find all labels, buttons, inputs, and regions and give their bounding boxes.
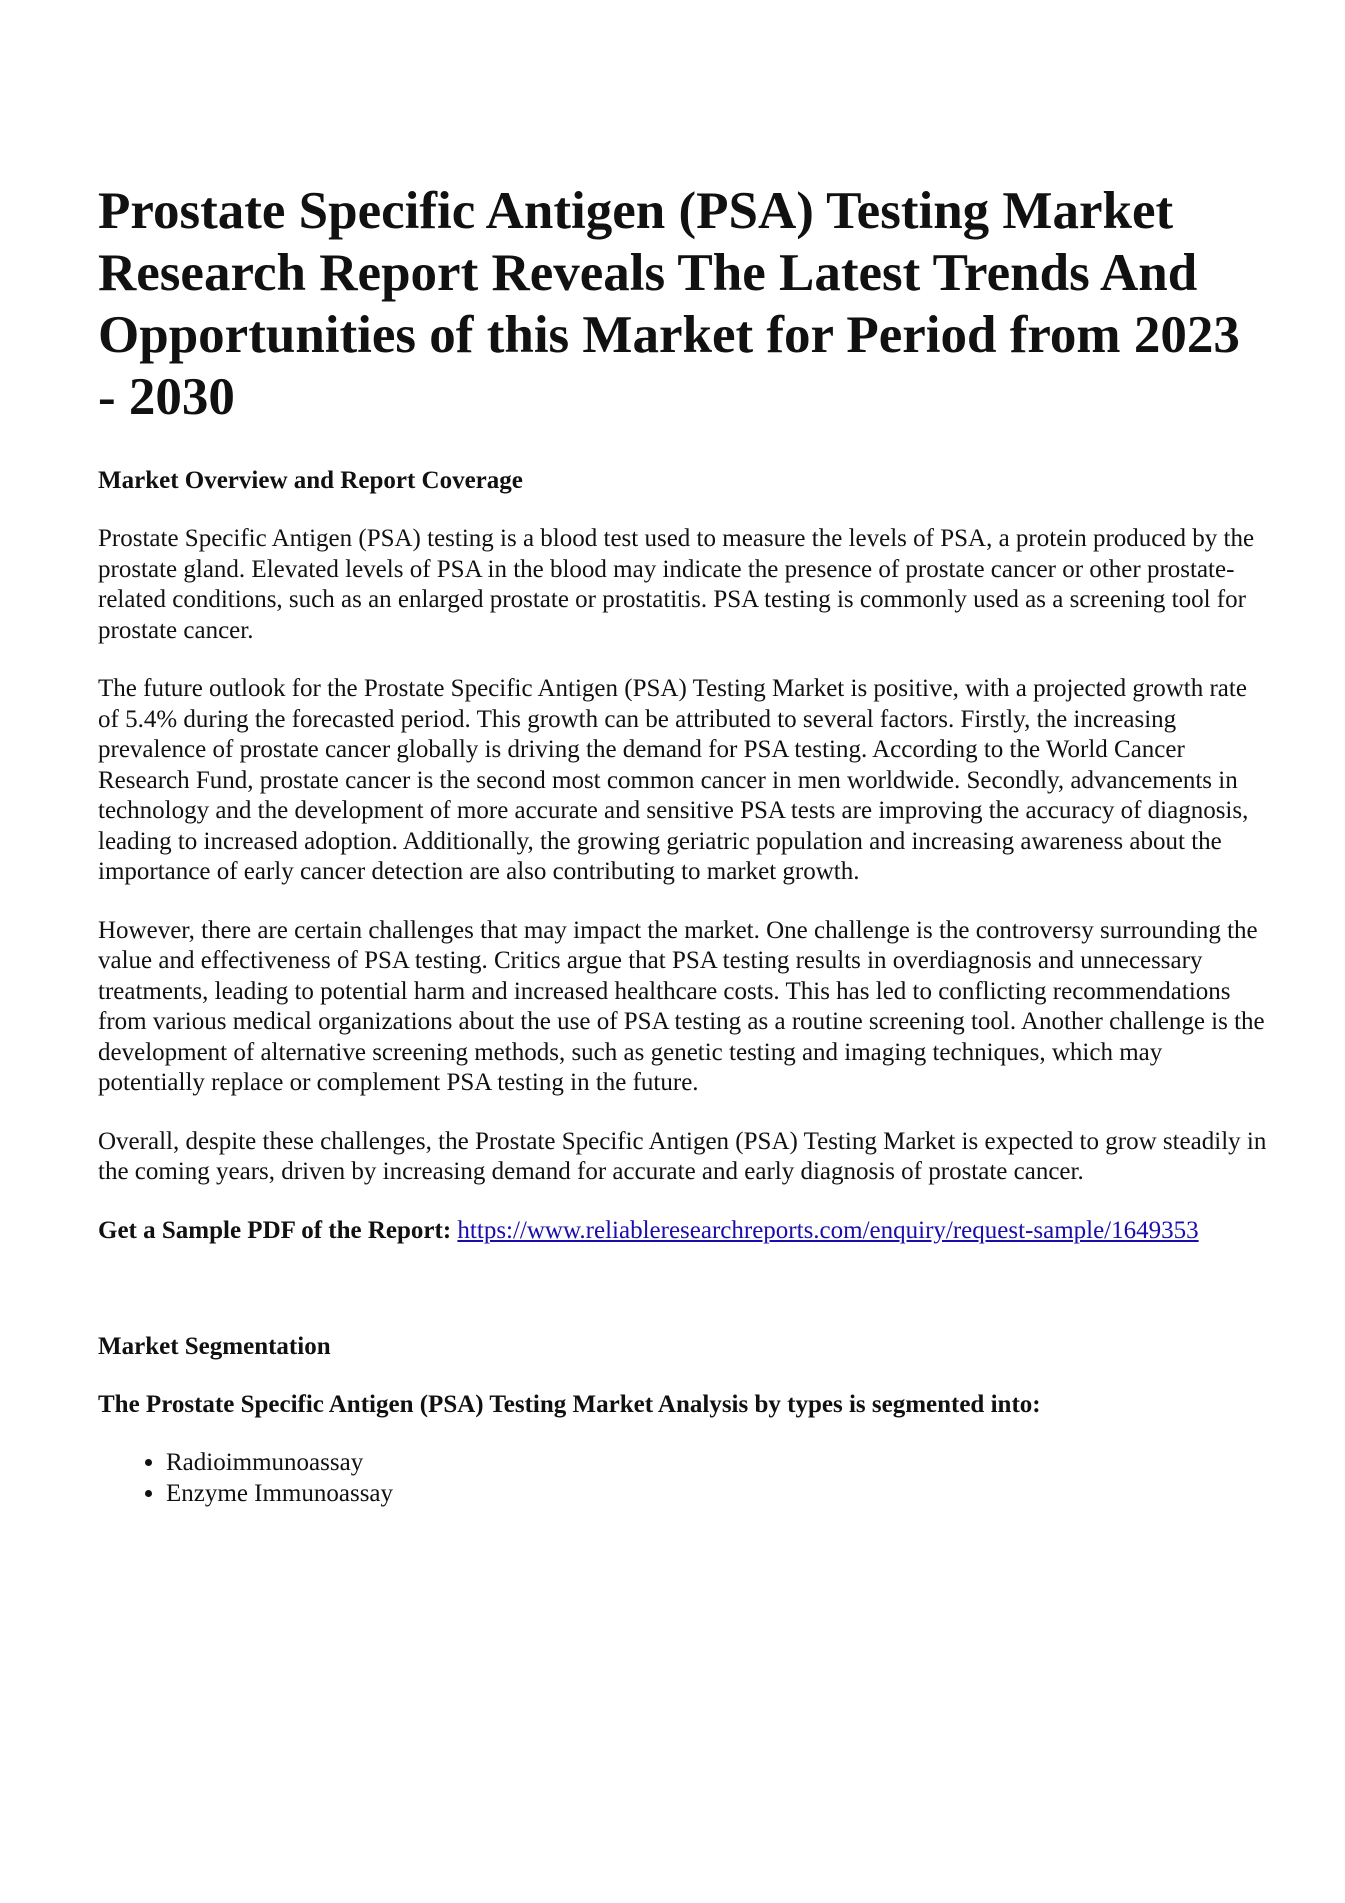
- list-item: • Enzyme Immunoassay: [166, 1479, 1268, 1510]
- list-item: • Radioimmunoassay: [166, 1448, 1268, 1479]
- document-page: [98, 180, 1268, 1509]
- sample-pdf-link[interactable]: https://www.reliableresearchreports.com/enquiry/request-sample/1649353: [457, 1216, 1199, 1244]
- paragraph-challenges: However, there are certain challenges that may impact the market. One challenge is the controversy surrounding the value and effectiveness of PSA testing. Critics argue that PSA testing results in overdiagnosis and unnecessary treatments, leading to potential harm and increased healthcare costs. This has led to conflicting recommendations from various medical organizations about the use of PSA testing as a routine screening tool. Another challenge is the development of alternative screening methods, such as genetic testing and imaging techniques, which may potentially replace or complement PSA testing in the future.: [98, 916, 1265, 1096]
- sample-pdf-label: Get a Sample PDF of the Report:: [98, 1216, 452, 1244]
- segmentation-heading: Market Segmentation: [98, 1333, 331, 1360]
- paragraph-intro: Prostate Specific Antigen (PSA) testing is a blood test used to measure the levels of PSA, a protein produced by the prostate gland. Elevated levels of PSA in the blood may indicate the presence of prostate cancer or other prostate-related conditions, such as an enlarged prostate or prostatitis. PSA testing is commonly used as a screening tool for prostate cancer.: [98, 525, 1255, 644]
- paragraph-outlook: The future outlook for the Prostate Specific Antigen (PSA) Testing Market is positive, with a projected growth rate of 5.4% during the forecasted period. This growth can be attributed to several factors. Firstly, the increasing prevalence of prostate cancer globally is driving the demand for PSA testing. According to the World Cancer Research Fund, prostate cancer is the second most common cancer in men worldwide. Secondly, advancements in technology and the development of more accurate and sensitive PSA tests are improving the accuracy of diagnosis, leading to increased adoption. Additionally, the growing geriatric population and increasing awareness about the importance of early cancer detection are also contributing to market growth.: [98, 675, 1249, 885]
- types-list: [98, 1448, 1268, 1509]
- document-title: Prostate Specific Antigen (PSA) Testing Market Research Report Reveals The Latest Trends And Opportunities of this Market for Period from 2023 - 2030: [98, 182, 1240, 426]
- overview-heading: Market Overview and Report Coverage: [98, 467, 523, 494]
- sample-pdf-line: [98, 1216, 1268, 1247]
- types-heading: The Prostate Specific Antigen (PSA) Testing Market Analysis by types is segmented into:: [98, 1391, 1041, 1418]
- paragraph-overall: Overall, despite these challenges, the Prostate Specific Antigen (PSA) Testing Market is expected to grow steadily in the coming years, driven by increasing demand for accurate and early diagnosis of prostate cancer.: [98, 1127, 1267, 1185]
